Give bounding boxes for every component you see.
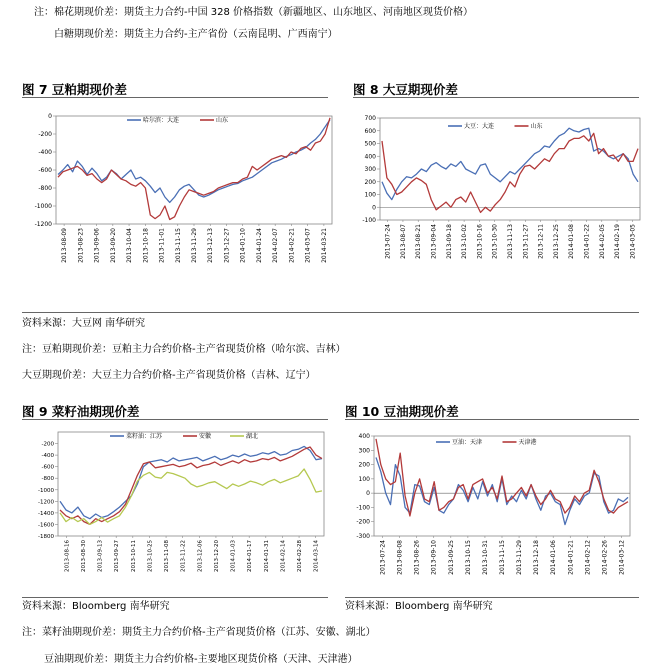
fig7-ytick-label: -1200 <box>34 221 52 228</box>
fig10-title-rule <box>345 419 639 420</box>
fig10-xtick-label: 2013-12-18 <box>533 540 541 575</box>
fig7-title: 图 7 豆粕期现价差 <box>22 82 127 97</box>
fig9-ytick-label: -1200 <box>38 499 54 506</box>
fig10-xtick-label: 2013-08-26 <box>413 540 421 575</box>
fig9-xtick-label: 2013-11-08 <box>164 540 171 572</box>
fig7-ytick-label: 0 <box>48 113 52 120</box>
fig8-title: 图 8 大豆期现价差 <box>353 82 458 97</box>
fig7-xtick-label: 2014-03-07 <box>304 228 312 263</box>
source1: 资料来源：大豆网 南华研究 <box>22 318 146 329</box>
note-meal: 注：豆粕期现价差：豆粕主力合约价格-主产省现货价格（哈尔滨、吉林） <box>22 344 346 355</box>
fig8-xtick-label: 2013-12-25 <box>552 224 560 259</box>
fig10-ytick-label: 300 <box>358 447 370 455</box>
fig7-xtick-label: 2014-02-21 <box>288 228 296 263</box>
fig7-xtick-label: 2013-11-01 <box>158 228 166 263</box>
fig7-ytick-label: -400 <box>38 149 52 156</box>
fig9-xtick-label: 2014-01-03 <box>230 540 237 572</box>
fig10-series-line-1 <box>376 439 628 516</box>
fig10-legend-label-0: 豆油：天津 <box>452 439 483 446</box>
fig10-xtick-label: 2013-10-31 <box>481 540 489 575</box>
fig7-ytick-label: -200 <box>38 131 52 138</box>
fig7-series-line-1 <box>58 118 330 220</box>
fig10-xtick-label: 2014-01-06 <box>550 540 558 575</box>
fig9-ytick-label: -200 <box>41 441 54 448</box>
fig9-legend-label-0: 菜籽油：江苏 <box>126 433 163 440</box>
fig7-xtick-label: 2013-12-27 <box>223 228 231 263</box>
fig9-ytick-label: -600 <box>41 464 54 471</box>
fig7-legend-label-0: 哈尔滨：大连 <box>143 117 180 124</box>
fig9-title: 图 9 菜籽油期现价差 <box>22 404 140 419</box>
fig8-xtick-label: 2013-10-16 <box>476 224 484 259</box>
note-soy: 大豆期现价差：大豆主力合约价格-主产省现货价格（吉林、辽宁） <box>22 370 316 381</box>
fig8-ytick-label: 200 <box>364 178 376 186</box>
fig7-xtick-label: 2013-12-13 <box>207 228 215 263</box>
fig9-xtick-label: 2013-10-25 <box>147 540 154 572</box>
fig9-xtick-label: 2013-09-13 <box>97 540 104 572</box>
fig7-series-line-0 <box>58 120 330 203</box>
fig8-ytick-label: 500 <box>364 140 376 148</box>
fig9-xtick-label: 2014-02-28 <box>297 540 304 572</box>
fig8-xtick-label: 2013-11-13 <box>507 224 514 259</box>
fig8-xtick-label: 2013-11-27 <box>522 224 530 259</box>
fig9-ytick-label: -400 <box>41 453 54 460</box>
fig10-xtick-label: 2013-11-29 <box>516 540 524 575</box>
fig7-xtick-label: 2013-11-15 <box>174 228 182 263</box>
fig7-xtick-label: 2013-10-18 <box>142 228 150 263</box>
source1-rule <box>22 312 639 313</box>
fig8-xtick-label: 2013-08-07 <box>399 224 407 259</box>
fig8-ytick-label: 400 <box>364 153 376 161</box>
fig10-ytick-label: 0 <box>366 490 370 498</box>
fig7-ytick-label: -600 <box>38 167 52 174</box>
fig8-series-line-1 <box>382 133 638 212</box>
fig7-xtick-label: 2014-01-24 <box>255 227 263 263</box>
fig10-xtick-label: 2014-02-12 <box>584 540 592 575</box>
note-rapeseed: 注：菜籽油期现价差：期货主力合约价格-主产省现货价格（江苏、安徽、湖北） <box>22 627 376 638</box>
fig9-xtick-label: 2013-12-06 <box>197 540 204 572</box>
fig10-ytick-label: 100 <box>358 475 370 483</box>
fig10-xtick-label: 2014-02-26 <box>601 540 609 575</box>
fig8-xtick-label: 2014-02-05 <box>598 224 606 259</box>
fig9-ytick-label: -1800 <box>38 534 54 540</box>
fig10-chart <box>340 422 640 600</box>
fig8-xtick-label: 2014-03-05 <box>629 224 637 259</box>
fig8-xtick-label: 2014-01-08 <box>568 223 576 259</box>
source-rule-right <box>345 597 639 598</box>
fig9-ytick-label: -800 <box>41 476 54 483</box>
fig7-ytick-label: -800 <box>38 185 52 192</box>
fig7-xtick-label: 2013-10-04 <box>126 228 134 263</box>
fig9-ytick-label: -1000 <box>38 487 54 494</box>
fig8-xtick-label: 2013-10-30 <box>491 224 499 259</box>
fig7-chart <box>22 100 342 300</box>
fig8-ytick-label: 300 <box>364 166 376 173</box>
fig8-legend-label-0: 大豆：大连 <box>464 123 495 130</box>
fig8-ytick-label: -100 <box>362 217 376 224</box>
fig9-xtick-label: 2014-03-14 <box>313 540 320 572</box>
fig7-xtick-label: 2013-09-06 <box>93 228 101 263</box>
fig7-xtick-label: 2013-09-20 <box>109 228 117 263</box>
fig7-ytick-label: -1000 <box>34 203 52 210</box>
fig9-chart <box>22 422 342 600</box>
fig7-xtick-label: 2013-11-29 <box>191 228 198 263</box>
fig8-xtick-label: 2013-09-04 <box>430 224 438 259</box>
fig10-xtick-label: 2014-03-12 <box>618 540 626 575</box>
fig8-ytick-label: 0 <box>372 204 376 212</box>
fig8-xtick-label: 2014-02-19 <box>614 224 622 259</box>
fig10-title: 图 10 豆油期现价差 <box>345 404 459 419</box>
fig10-legend-label-1: 天津港 <box>518 439 537 446</box>
fig9-ytick-label: -1600 <box>38 522 54 529</box>
fig10-xtick-label: 2013-10-15 <box>464 540 472 575</box>
fig7-legend-label-1: 山东 <box>216 117 229 124</box>
fig9-ytick-label: -1400 <box>38 510 54 517</box>
fig8-series-line-0 <box>382 128 638 199</box>
fig9-legend-label-2: 湖北 <box>246 433 259 440</box>
fig10-xtick-label: 2013-09-10 <box>430 540 438 575</box>
fig8-xtick-label: 2013-09-18 <box>445 224 453 259</box>
fig9-xtick-label: 2014-02-14 <box>280 540 287 572</box>
source-right: 资料来源：Bloomberg 南华研究 <box>345 601 493 612</box>
fig7-xtick-label: 2013-08-09 <box>61 228 69 263</box>
fig10-series-line-0 <box>376 457 628 524</box>
fig7-xtick-label: 2013-08-23 <box>77 228 85 263</box>
fig10-xtick-label: 2013-11-15 <box>499 540 506 575</box>
fig8-xtick-label: 2013-08-21 <box>415 224 423 259</box>
fig8-title-rule <box>353 97 639 98</box>
fig8-plot-frame <box>380 118 640 220</box>
fig10-xtick-label: 2014-01-21 <box>567 540 575 575</box>
fig9-xtick-label: 2014-01-17 <box>247 540 254 572</box>
fig9-xtick-label: 2013-12-20 <box>213 540 220 572</box>
fig7-title-rule <box>22 97 328 98</box>
fig9-xtick-label: 2013-11-22 <box>180 540 187 572</box>
fig9-xtick-label: 2013-08-30 <box>80 540 87 572</box>
fig8-legend-label-1: 山东 <box>530 123 543 130</box>
fig8-xtick-label: 2013-12-11 <box>537 224 545 259</box>
fig7-xtick-label: 2014-01-10 <box>239 228 247 263</box>
fig10-ytick-label: -300 <box>356 533 370 540</box>
fig9-xtick-label: 2013-10-11 <box>130 540 137 572</box>
fig10-ytick-label: 200 <box>358 461 370 469</box>
fig9-xtick-label: 2014-01-31 <box>263 540 270 572</box>
note-cotton: 注：棉花期现价差：期货主力合约-中国 328 价格指数（新疆地区、山东地区、河南地区现货价格） <box>34 7 474 18</box>
note-soyoil: 豆油期现价差：期货主力合约价格-主要地区现货价格（天津、天津港） <box>44 654 358 665</box>
fig10-ytick-label: -100 <box>356 504 370 512</box>
fig9-xtick-label: 2013-08-16 <box>64 540 71 572</box>
fig9-xtick-label: 2013-09-27 <box>114 540 121 572</box>
source-rule-left <box>22 597 328 598</box>
fig8-xtick-label: 2013-10-02 <box>461 224 469 259</box>
fig10-xtick-label: 2013-08-08 <box>396 540 404 575</box>
fig8-ytick-label: 600 <box>364 127 376 135</box>
fig10-ytick-label: 400 <box>358 433 370 440</box>
note-sugar: 白糖期现价差：期货主力合约-主产省份（云南昆明、广西南宁） <box>54 29 338 40</box>
fig9-title-rule <box>22 419 328 420</box>
fig7-plot-frame <box>56 116 332 224</box>
fig7-xtick-label: 2014-03-21 <box>320 228 328 263</box>
fig9-legend-label-1: 安徽 <box>199 433 212 440</box>
fig8-ytick-label: 100 <box>364 191 376 199</box>
fig7-xtick-label: 2014-02-07 <box>272 227 280 263</box>
fig10-ytick-label: -200 <box>356 518 370 526</box>
fig8-xtick-label: 2013-07-24 <box>384 224 392 259</box>
fig8-chart <box>348 100 648 300</box>
source-left: 资料来源：Bloomberg 南华研究 <box>22 601 170 612</box>
fig10-xtick-label: 2013-09-25 <box>447 540 455 575</box>
fig10-xtick-label: 2013-07-24 <box>379 540 387 575</box>
fig8-ytick-label: 700 <box>364 115 376 122</box>
fig8-xtick-label: 2014-01-22 <box>583 224 591 259</box>
